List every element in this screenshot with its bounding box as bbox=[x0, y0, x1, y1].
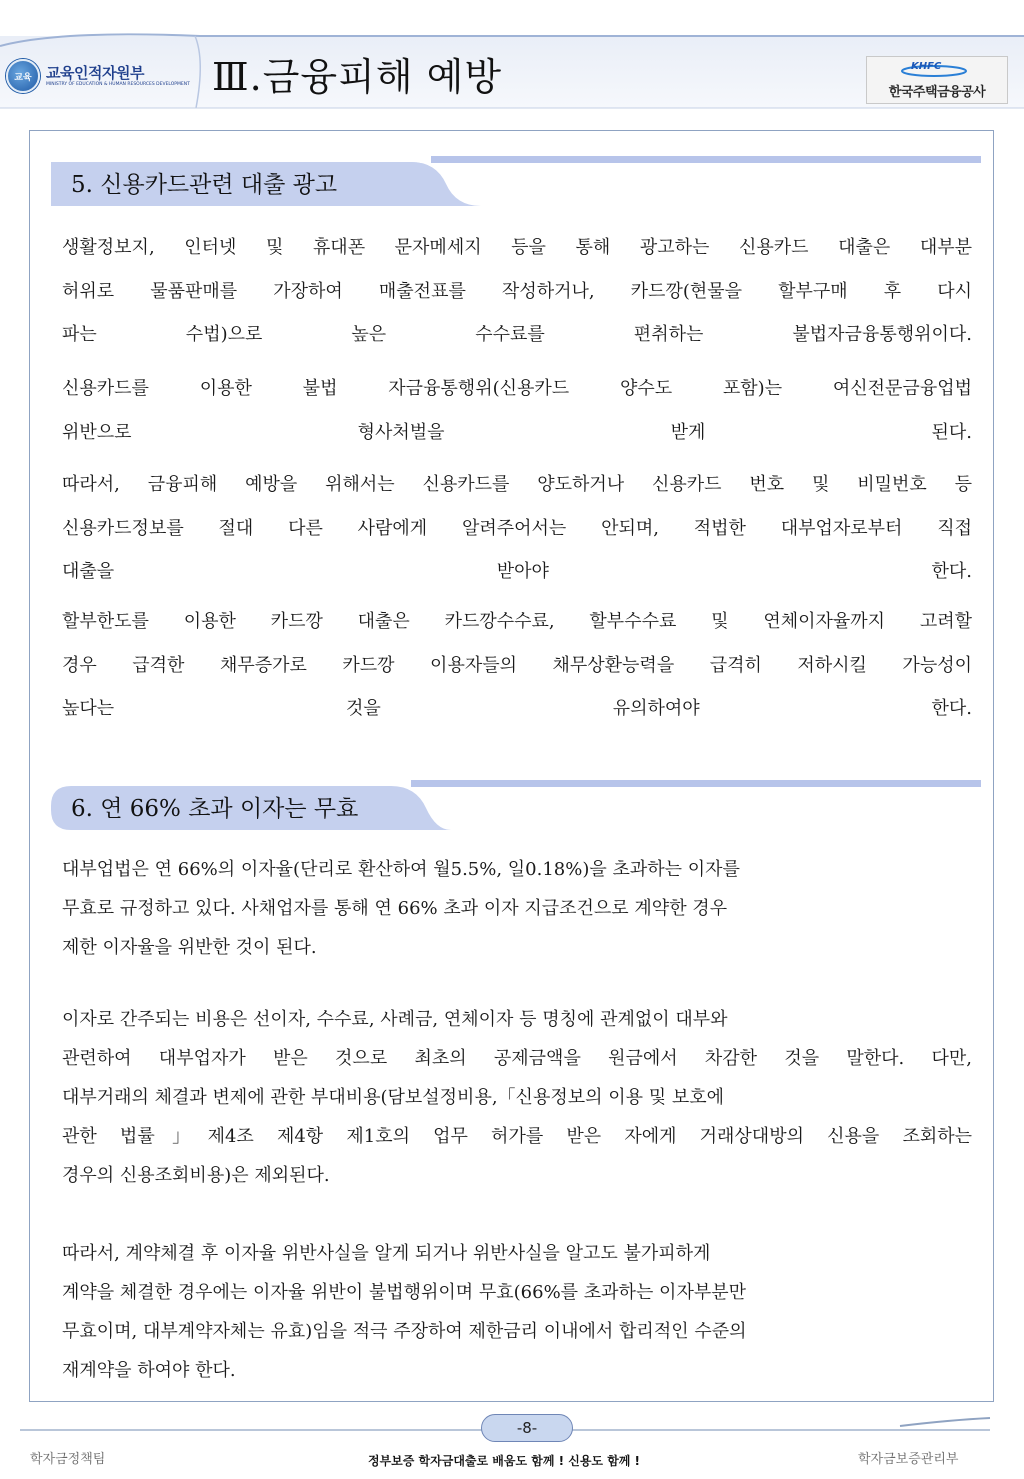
khfc-mark: KHFC bbox=[911, 61, 942, 72]
section-6-paragraph-1: 대부업법은 연 66%의 이자율(단리로 환산하여 월5.5%, 일0.18%)을 초과하는 이자를 무효로 규정하고 있다. 사채업자를 통해 연 66% 초과 이자 지급조건으로 계약한 경우 제한 이자율을 위반한 것이 된다. bbox=[62, 859, 740, 958]
section-5-paragraph-1: 생활정보지, 인터넷 및 휴대폰 문자메세지 등을 통해 광고하는 신용카드 대출은 대부분 허위로 물품판매를 가장하여 매출전표를 작성하거나, 카드깡(현물을 할부구매 후 다시 파는 수법)으로 높은 수수료를 편취하는 불법자금융통행위이다. bbox=[62, 237, 972, 345]
footer-left-team: 학자금정책팀 bbox=[30, 1452, 106, 1467]
section-5-title: 5. 신용카드관련 대출 광고 bbox=[71, 172, 338, 198]
section-6-paragraph-2: 이자로 간주되는 비용은 선이자, 수수료, 사례금, 연체이자 등 명칭에 관계없이 대부와 관련하여 대부업자가 받은 것으로 최초의 공제금액을 원금에서 차감한 것을 말한다. 다만, 대부거래의 체결과 변제에 관한 부대비용(담보설정비용,「신용정보의 이용 및 보호에 관한 법률」제4조 제4항 제1호의 업무 허가를 받은 자에게 거래상대방의 신용을 조회하는 경우의 신용조회비용)은 제외된다. bbox=[62, 1009, 972, 1186]
ministry-name: 교육인적자원부 bbox=[46, 63, 144, 82]
section-6-paragraph-3: 따라서, 계약체결 후 이자율 위반사실을 알게 되거나 위반사실을 알고도 불가피하게 계약을 체결한 경우에는 이자율 위반이 불법행위이며 무효(66%를 초과하는 이자부분만 무효이며, 대부계약자체는 유효)임을 적극 주장하여 제한금리 이내에서 합리적인 수준의 재계약을 하여야 한다. bbox=[62, 1243, 747, 1381]
section-5-paragraph-4: 할부한도를 이용한 카드깡 대출은 카드깡수수료, 할부수수료 및 연체이자율까지 고려할 경우 급격한 채무증가로 카드깡 이용자들의 채무상환능력을 급격히 저하시킬 가능성이 높다는 것을 유의하여야 한다. bbox=[62, 611, 972, 719]
section-5-heading bbox=[51, 156, 981, 208]
khfc-logo bbox=[866, 56, 1008, 104]
org-name: 한국주택금융공사 bbox=[888, 85, 986, 100]
ministry-logo bbox=[6, 58, 196, 94]
ministry-emblem-icon: 교육 bbox=[6, 59, 40, 93]
section-6-title: 6. 연 66% 초과 이자는 무효 bbox=[71, 796, 359, 822]
ministry-english-name: MINISTRY OF EDUCATION & HUMAN RESOURCES DEVELOPMENT bbox=[46, 81, 190, 87]
page-header bbox=[0, 0, 1024, 110]
section-6-heading bbox=[51, 780, 981, 832]
page-title: Ⅲ.금융피해 예방 bbox=[212, 55, 503, 99]
section-5-paragraph-2: 신용카드를 이용한 불법 자금융통행위(신용카드 양수도 포함)는 여신전문금융업법 위반으로 형사처벌을 받게 된다. bbox=[62, 378, 972, 443]
page-number: -8- bbox=[481, 1414, 573, 1442]
footer-right-dept: 학자금보증관리부 bbox=[858, 1452, 959, 1467]
footer-slogan: 정부보증 학자금대출로 배움도 함께 ! 신용도 함께 ! bbox=[368, 1454, 641, 1468]
section-5-paragraph-3: 따라서, 금융피해 예방을 위해서는 신용카드를 양도하거나 신용카드 번호 및 비밀번호 등 신용카드정보를 절대 다른 사람에게 알려주어서는 안되며, 적법한 대부업자로부터 직접 대출을 받아야 한다. bbox=[62, 474, 972, 582]
